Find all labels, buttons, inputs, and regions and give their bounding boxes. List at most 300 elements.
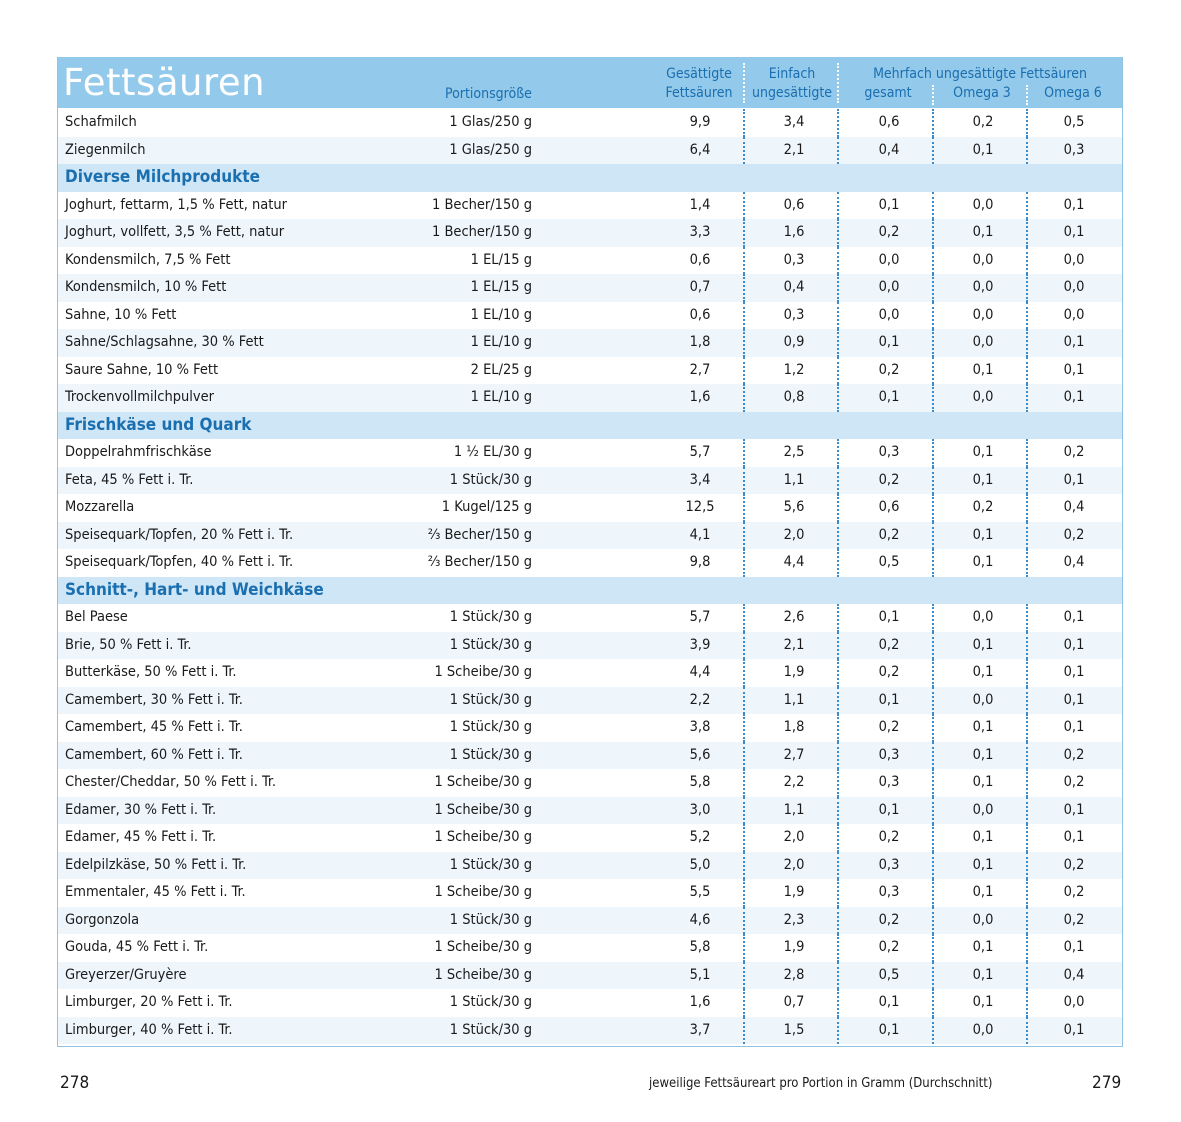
column-divider [743, 329, 745, 357]
omega3-value: 0,1 [972, 719, 994, 735]
column-divider [932, 714, 934, 742]
portion-size: 1 Scheibe/30 g [434, 664, 532, 680]
omega6-value: 0,1 [1063, 636, 1085, 653]
food-name: Mozzarella [65, 499, 135, 515]
mono-value: 1,8 [783, 719, 805, 735]
poly-total-value: 0,1 [878, 801, 900, 818]
omega6-value: 0,2 [1063, 856, 1085, 873]
column-divider [1026, 357, 1028, 385]
column-divider [743, 274, 745, 302]
omega3-value: 0,0 [972, 691, 994, 708]
saturated-value: 5,0 [689, 856, 711, 873]
poly-total-value: 0,1 [878, 1021, 900, 1038]
mono-value: 2,6 [783, 609, 805, 625]
column-divider [932, 439, 934, 467]
saturated-value: 3,9 [689, 636, 711, 653]
saturated-value: 5,7 [689, 609, 711, 625]
column-divider [743, 687, 745, 715]
table-row [58, 329, 1122, 357]
omega3-value: 0,1 [972, 939, 994, 955]
column-divider [1026, 467, 1028, 495]
mono-value: 2,1 [783, 636, 805, 653]
header-portion-label: Portionsgröße [445, 86, 532, 102]
food-name: Camembert, 60 % Fett i. Tr. [65, 746, 243, 763]
omega6-value: 0,1 [1063, 609, 1085, 625]
page-number-left: 278 [60, 1073, 90, 1093]
table-row [58, 687, 1122, 715]
saturated-value: 5,7 [689, 444, 711, 460]
column-divider [1026, 824, 1028, 852]
omega3-value: 0,0 [972, 389, 994, 405]
mono-value: 2,1 [783, 141, 805, 158]
portion-size: 1 Stück/30 g [449, 856, 532, 873]
omega6-value: 0,1 [1063, 471, 1085, 488]
column-divider [932, 797, 934, 825]
column-divider [837, 109, 839, 137]
portion-size: 1 Scheibe/30 g [434, 939, 532, 955]
column-divider [837, 632, 839, 660]
saturated-value: 3,7 [689, 1021, 711, 1038]
poly-total-value: 0,4 [878, 141, 900, 158]
omega3-value: 0,1 [972, 884, 994, 900]
column-divider [837, 687, 839, 715]
poly-total-value: 0,5 [878, 554, 900, 570]
column-divider [837, 907, 839, 935]
table-row [58, 659, 1122, 687]
omega3-value: 0,1 [972, 664, 994, 680]
table-row [58, 467, 1122, 495]
mono-value: 1,6 [783, 224, 805, 240]
page-number-right: 279 [1092, 1073, 1122, 1093]
column-divider [837, 439, 839, 467]
mono-value: 0,3 [783, 306, 805, 323]
column-divider [743, 742, 745, 770]
mono-value: 2,0 [783, 526, 805, 543]
omega6-value: 0,1 [1063, 829, 1085, 845]
column-divider [932, 137, 934, 165]
omega3-value: 0,0 [972, 196, 994, 213]
saturated-value: 9,8 [689, 554, 711, 570]
column-divider [932, 632, 934, 660]
column-divider [1026, 962, 1028, 990]
column-divider [1026, 522, 1028, 550]
saturated-value: 2,7 [689, 361, 711, 378]
mono-value: 1,5 [783, 1021, 805, 1038]
table-row [58, 192, 1122, 220]
table-row [58, 137, 1122, 165]
column-divider [837, 797, 839, 825]
omega6-value: 0,3 [1063, 141, 1085, 158]
food-name: Doppelrahmfrischkäse [65, 444, 212, 460]
column-divider [837, 879, 839, 907]
column-divider [932, 192, 934, 220]
mono-value: 1,1 [783, 471, 805, 488]
saturated-value: 2,2 [689, 691, 711, 708]
food-name: Joghurt, vollfett, 3,5 % Fett, natur [65, 224, 285, 240]
omega3-value: 0,1 [972, 224, 994, 240]
column-divider [743, 192, 745, 220]
column-divider [743, 522, 745, 550]
column-divider [837, 742, 839, 770]
column-divider [1026, 604, 1028, 632]
table-row [58, 907, 1122, 935]
poly-total-value: 0,1 [878, 196, 900, 213]
table-row [58, 769, 1122, 797]
saturated-value: 4,6 [689, 911, 711, 928]
food-name: Camembert, 45 % Fett i. Tr. [65, 719, 243, 735]
column-divider [743, 302, 745, 330]
table-row [58, 604, 1122, 632]
column-divider [837, 137, 839, 165]
portion-size: 1 Stück/30 g [449, 994, 532, 1010]
column-divider [1026, 907, 1028, 935]
column-divider [743, 934, 745, 962]
portion-size: 1 EL/10 g [470, 389, 532, 405]
poly-total-value: 0,3 [878, 774, 900, 790]
column-divider [1026, 714, 1028, 742]
saturated-value: 12,5 [685, 499, 715, 515]
saturated-value: 1,8 [689, 334, 711, 350]
column-divider [932, 1017, 934, 1045]
portion-size: 1 Scheibe/30 g [434, 884, 532, 900]
column-divider [743, 769, 745, 797]
column-divider [932, 989, 934, 1017]
portion-size: 1 Becher/150 g [432, 196, 532, 213]
header-poly-total: gesamt [864, 85, 912, 101]
omega3-value: 0,1 [972, 361, 994, 378]
column-divider [837, 934, 839, 962]
header-saturated-line1: Gesättigte [666, 66, 732, 82]
column-divider [743, 907, 745, 935]
column-divider [837, 1017, 839, 1045]
mono-value: 1,9 [783, 664, 805, 680]
poly-total-value: 0,1 [878, 994, 900, 1010]
portion-size: 1 Stück/30 g [449, 719, 532, 735]
saturated-value: 0,6 [689, 306, 711, 323]
mono-value: 0,8 [783, 389, 805, 405]
mono-value: 3,4 [783, 114, 805, 130]
omega3-value: 0,1 [972, 994, 994, 1010]
column-divider [743, 384, 745, 412]
column-divider [837, 852, 839, 880]
portion-size: 2 EL/25 g [470, 361, 532, 378]
food-name: Greyerzer/Gruyère [65, 966, 187, 983]
column-divider [1026, 742, 1028, 770]
omega6-value: 0,2 [1063, 884, 1085, 900]
food-name: Limburger, 20 % Fett i. Tr. [65, 994, 233, 1010]
portion-size: 1 EL/10 g [470, 334, 532, 350]
omega6-value: 0,1 [1063, 196, 1085, 213]
omega3-value: 0,0 [972, 334, 994, 350]
omega3-value: 0,1 [972, 746, 994, 763]
table-row [58, 357, 1122, 385]
column-divider [932, 302, 934, 330]
omega3-value: 0,0 [972, 609, 994, 625]
food-name: Kondensmilch, 10 % Fett [65, 279, 227, 295]
poly-total-value: 0,1 [878, 691, 900, 708]
mono-value: 2,0 [783, 856, 805, 873]
food-name: Butterkäse, 50 % Fett i. Tr. [65, 664, 237, 680]
poly-total-value: 0,0 [878, 279, 900, 295]
mono-value: 0,4 [783, 279, 805, 295]
column-divider [932, 357, 934, 385]
omega3-value: 0,0 [972, 279, 994, 295]
table-row [58, 824, 1122, 852]
omega3-value: 0,1 [972, 966, 994, 983]
column-divider [743, 467, 745, 495]
column-divider [1026, 769, 1028, 797]
column-divider [837, 192, 839, 220]
omega3-value: 0,1 [972, 141, 994, 158]
portion-size: 1 Stück/30 g [449, 1021, 532, 1038]
header-omega3: Omega 3 [953, 85, 1011, 101]
table-row [58, 934, 1122, 962]
column-divider [743, 604, 745, 632]
column-divider [932, 329, 934, 357]
column-divider [932, 879, 934, 907]
poly-total-value: 0,0 [878, 251, 900, 268]
column-divider [932, 549, 934, 577]
header-saturated-line2: Fettsäuren [665, 85, 733, 101]
food-name: Saure Sahne, 10 % Fett [65, 361, 219, 378]
column-divider [743, 852, 745, 880]
column-divider [837, 989, 839, 1017]
portion-size: 1 Becher/150 g [432, 224, 532, 240]
poly-total-value: 0,3 [878, 444, 900, 460]
column-divider [932, 769, 934, 797]
omega3-value: 0,1 [972, 636, 994, 653]
portion-size: 1 Stück/30 g [449, 471, 532, 488]
food-name: Schafmilch [65, 114, 137, 130]
column-divider [1026, 1017, 1028, 1045]
table-row [58, 384, 1122, 412]
food-name: Speisequark/Topfen, 20 % Fett i. Tr. [65, 526, 294, 543]
column-divider [837, 302, 839, 330]
column-divider [743, 549, 745, 577]
food-name: Brie, 50 % Fett i. Tr. [65, 636, 192, 653]
column-divider [1026, 632, 1028, 660]
table-row [58, 219, 1122, 247]
food-name: Feta, 45 % Fett i. Tr. [65, 471, 194, 488]
omega6-value: 0,4 [1063, 499, 1085, 515]
omega6-value: 0,0 [1063, 279, 1085, 295]
table-row [58, 962, 1122, 990]
header-omega6: Omega 6 [1044, 85, 1102, 101]
column-divider [932, 219, 934, 247]
column-divider [1026, 852, 1028, 880]
column-divider [1026, 797, 1028, 825]
food-name: Emmentaler, 45 % Fett i. Tr. [65, 884, 246, 900]
mono-value: 1,9 [783, 884, 805, 900]
omega6-value: 0,1 [1063, 801, 1085, 818]
portion-size: 1 Stück/30 g [449, 746, 532, 763]
poly-total-value: 0,5 [878, 966, 900, 983]
portion-size: 1 Scheibe/30 g [434, 829, 532, 845]
food-name: Trockenvollmilchpulver [65, 389, 214, 405]
section-title: Schnitt-, Hart- und Weichkäse [65, 579, 324, 600]
column-divider [743, 1017, 745, 1045]
section-title: Diverse Milchprodukte [65, 167, 260, 187]
saturated-value: 3,8 [689, 719, 711, 735]
column-divider [932, 687, 934, 715]
column-divider [1026, 439, 1028, 467]
omega6-value: 0,0 [1063, 251, 1085, 268]
table-row [58, 632, 1122, 660]
omega6-value: 0,4 [1063, 554, 1085, 570]
food-name: Camembert, 30 % Fett i. Tr. [65, 691, 243, 708]
column-divider [837, 219, 839, 247]
omega6-value: 0,1 [1063, 389, 1085, 405]
column-divider [1026, 247, 1028, 275]
food-name: Chester/Cheddar, 50 % Fett i. Tr. [65, 774, 277, 790]
poly-total-value: 0,2 [878, 361, 900, 378]
omega3-value: 0,1 [972, 444, 994, 460]
omega6-value: 0,0 [1063, 306, 1085, 323]
portion-size: ⅔ Becher/150 g [427, 554, 532, 570]
table-row [58, 742, 1122, 770]
table-row [58, 549, 1122, 577]
table-row [58, 989, 1122, 1017]
food-name: Speisequark/Topfen, 40 % Fett i. Tr. [65, 554, 294, 570]
table-row [58, 109, 1122, 137]
column-divider [743, 659, 745, 687]
portion-size: 1 EL/15 g [470, 279, 532, 295]
portion-size: ⅔ Becher/150 g [427, 526, 532, 543]
column-divider [932, 824, 934, 852]
saturated-value: 6,4 [689, 141, 711, 158]
saturated-value: 5,6 [689, 746, 711, 763]
column-divider [932, 384, 934, 412]
section-header [58, 412, 1122, 440]
mono-value: 0,9 [783, 334, 805, 350]
column-divider [1026, 989, 1028, 1017]
footer-note: jeweilige Fettsäureart pro Portion in Gramm (Durchschnitt) [649, 1076, 993, 1091]
column-divider [743, 357, 745, 385]
header-poly-group: Mehrfach ungesättigte Fettsäuren [873, 66, 1087, 82]
column-divider [1026, 109, 1028, 137]
column-divider [743, 879, 745, 907]
poly-total-value: 0,6 [878, 499, 900, 515]
column-divider [743, 714, 745, 742]
column-divider [1026, 219, 1028, 247]
omega3-value: 0,1 [972, 774, 994, 790]
poly-total-value: 0,2 [878, 829, 900, 845]
portion-size: 1 Glas/250 g [449, 141, 532, 158]
header-mono-line2: ungesättigte [751, 85, 833, 101]
food-name: Limburger, 40 % Fett i. Tr. [65, 1021, 233, 1038]
table-row [58, 522, 1122, 550]
omega3-value: 0,0 [972, 1021, 994, 1038]
mono-value: 1,1 [783, 801, 805, 818]
omega3-value: 0,0 [972, 801, 994, 818]
poly-total-value: 0,2 [878, 224, 900, 240]
table-row [58, 797, 1122, 825]
section-title: Frischkäse und Quark [65, 414, 252, 435]
food-name: Edamer, 30 % Fett i. Tr. [65, 801, 217, 818]
section-header [58, 164, 1122, 192]
mono-value: 5,6 [783, 499, 805, 515]
table-row [58, 879, 1122, 907]
mono-value: 2,5 [783, 444, 805, 460]
column-divider [837, 494, 839, 522]
column-divider [743, 632, 745, 660]
mono-value: 0,3 [783, 251, 805, 268]
omega3-value: 0,1 [972, 856, 994, 873]
header-mono-line1: Einfach [768, 66, 816, 82]
column-divider [837, 962, 839, 990]
poly-total-value: 0,3 [878, 884, 900, 900]
column-divider [743, 247, 745, 275]
column-divider [1026, 274, 1028, 302]
poly-total-value: 0,2 [878, 939, 900, 955]
column-divider [932, 742, 934, 770]
omega6-value: 0,1 [1063, 224, 1085, 240]
column-divider [1026, 934, 1028, 962]
omega3-value: 0,2 [972, 114, 994, 130]
table-row [58, 1017, 1122, 1045]
portion-size: 1 Scheibe/30 g [434, 801, 532, 818]
column-divider [837, 467, 839, 495]
mono-value: 2,0 [783, 829, 805, 845]
portion-size: 1 Scheibe/30 g [434, 966, 532, 983]
saturated-value: 0,6 [689, 251, 711, 268]
omega6-value: 0,1 [1063, 691, 1085, 708]
poly-total-value: 0,3 [878, 746, 900, 763]
food-name: Bel Paese [65, 609, 128, 625]
portion-size: 1 Stück/30 g [449, 636, 532, 653]
omega6-value: 0,5 [1063, 114, 1085, 130]
column-divider [932, 604, 934, 632]
column-divider [743, 137, 745, 165]
column-divider [837, 357, 839, 385]
section-header [58, 577, 1122, 605]
column-divider [743, 824, 745, 852]
poly-total-value: 0,2 [878, 636, 900, 653]
saturated-value: 4,4 [689, 664, 711, 680]
column-divider [932, 659, 934, 687]
poly-total-value: 0,1 [878, 609, 900, 625]
column-divider [837, 659, 839, 687]
food-name: Kondensmilch, 7,5 % Fett [65, 251, 231, 268]
portion-size: 1 Scheibe/30 g [434, 774, 532, 790]
column-divider [1026, 192, 1028, 220]
column-divider [932, 962, 934, 990]
column-divider [932, 907, 934, 935]
column-divider [932, 934, 934, 962]
saturated-value: 9,9 [689, 114, 711, 130]
portion-size: 1 Glas/250 g [449, 114, 532, 130]
portion-size: 1 Stück/30 g [449, 911, 532, 928]
poly-total-value: 0,1 [878, 389, 900, 405]
poly-total-value: 0,2 [878, 911, 900, 928]
column-divider [837, 604, 839, 632]
poly-total-value: 0,3 [878, 856, 900, 873]
column-divider [743, 962, 745, 990]
saturated-value: 1,6 [689, 389, 711, 405]
omega3-value: 0,0 [972, 251, 994, 268]
saturated-value: 5,8 [689, 774, 711, 790]
portion-size: 1 Kugel/125 g [441, 499, 532, 515]
mono-value: 4,4 [783, 554, 805, 570]
column-divider [837, 384, 839, 412]
saturated-value: 3,3 [689, 224, 711, 240]
portion-size: 1 Stück/30 g [449, 691, 532, 708]
mono-value: 1,2 [783, 361, 805, 378]
saturated-value: 0,7 [689, 279, 711, 295]
page-title: Fettsäuren [63, 61, 266, 104]
column-divider [837, 824, 839, 852]
column-divider [837, 247, 839, 275]
